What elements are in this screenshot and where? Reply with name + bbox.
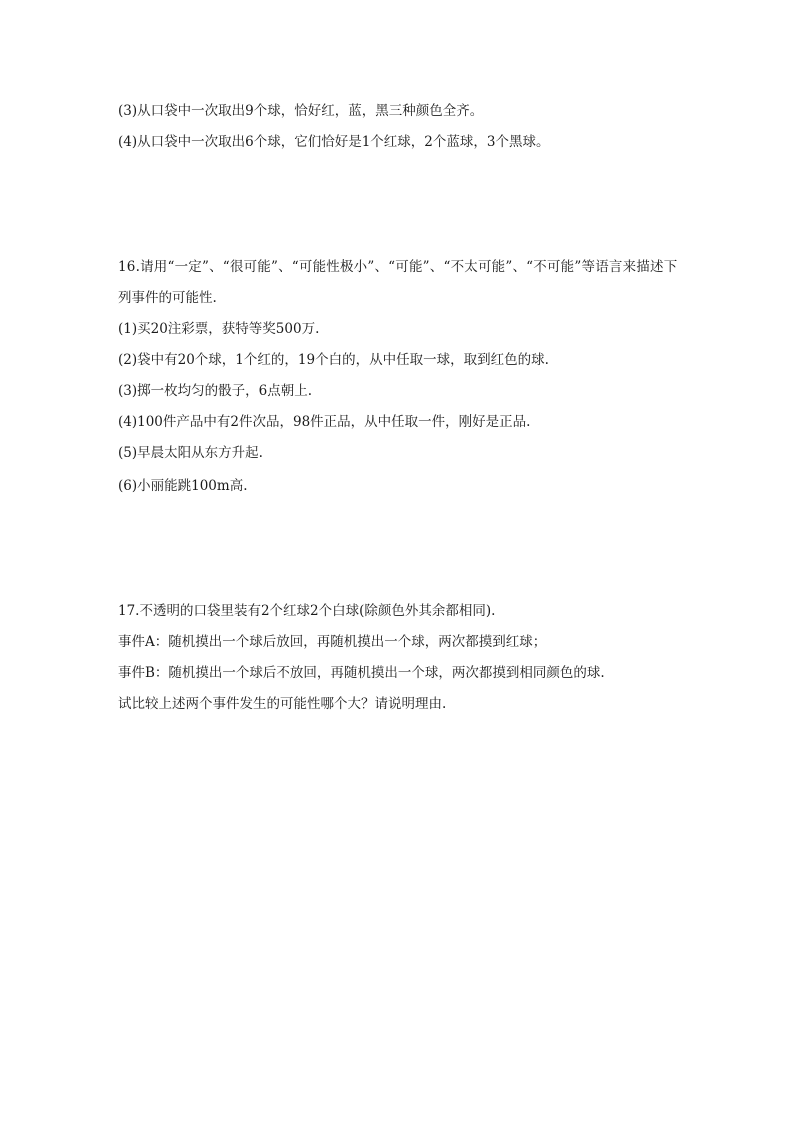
- q16-item-1: (1)买20注彩票，获特等奖500万.: [118, 321, 320, 337]
- q17-question: 试比较上述两个事件发生的可能性哪个大？请说明理由.: [118, 696, 447, 712]
- q16-stem-line-2: 列事件的可能性.: [118, 290, 217, 306]
- q17-stem: 17.不透明的口袋里装有2个红球2个白球(除颜色外其余都相同).: [118, 603, 496, 619]
- q16-item-4: (4)100件产品中有2件次品，98件正品，从中任取一件，刚好是正品.: [118, 414, 531, 430]
- q16-item-5: (5)早晨太阳从东方升起.: [118, 445, 263, 461]
- q17-event-a: 事件A：随机摸出一个球后放回，再随机摸出一个球，两次都摸到红球；: [118, 634, 547, 650]
- q16-item-3: (3)掷一枚均匀的骰子，6点朝上.: [118, 383, 313, 399]
- q15-item-3: (3)从口袋中一次取出9个球，恰好红，蓝，黑三种颜色全齐。: [118, 103, 484, 119]
- q16-stem-line-1: 16.请用“一定”、“很可能”、“可能性极小”、“可能”、“不太可能”、“不可能”等语言来描述下: [118, 259, 678, 275]
- q15-item-4: (4)从口袋中一次取出6个球，它们恰好是1个红球，2个蓝球，3个黑球。: [118, 134, 550, 150]
- q16-item-6: (6)小丽能跳100m高.: [118, 478, 248, 494]
- q17-event-b: 事件B：随机摸出一个球后不放回，再随机摸出一个球，两次都摸到相同颜色的球.: [118, 665, 605, 681]
- q16-item-2: (2)袋中有20个球，1个红的，19个白的，从中任取一球，取到红色的球.: [118, 352, 549, 368]
